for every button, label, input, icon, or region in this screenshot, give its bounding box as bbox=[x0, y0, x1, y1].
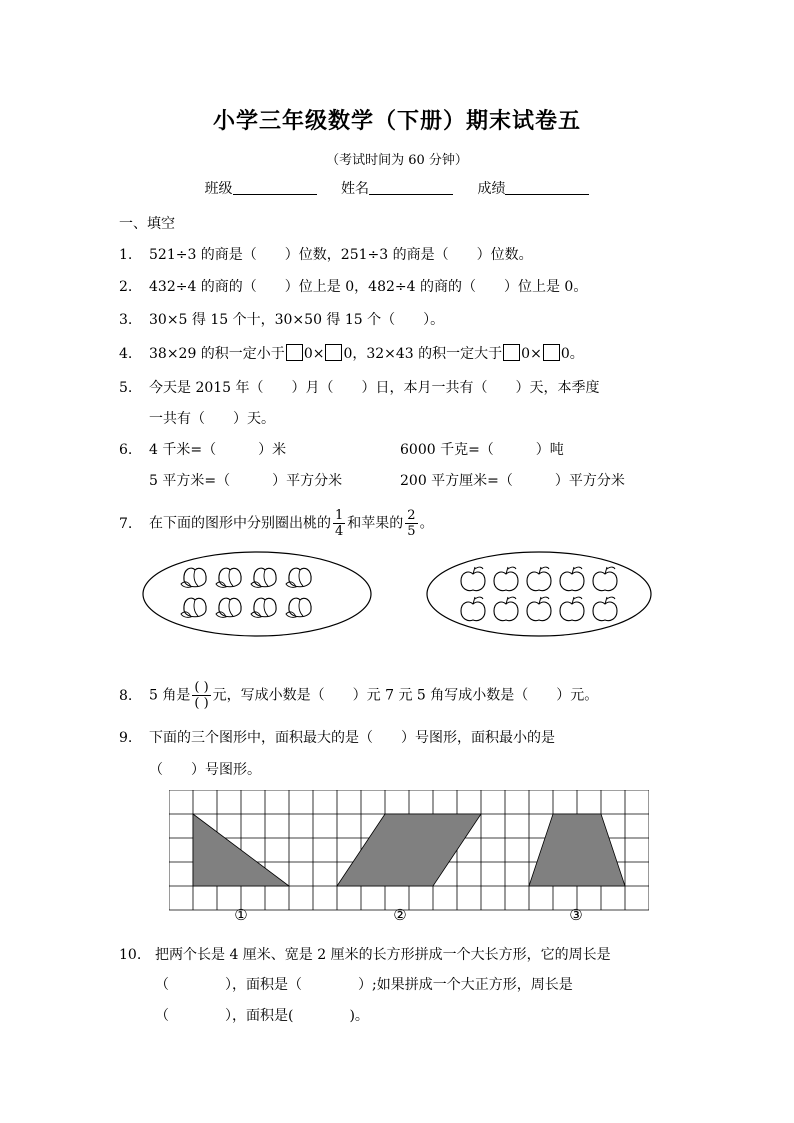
question-5-line2: 一共有（ ）天。 bbox=[149, 411, 275, 427]
question-9 bbox=[119, 727, 555, 749]
question-10 bbox=[119, 944, 611, 966]
shape-label-2: ② bbox=[393, 906, 407, 924]
name-blank[interactable] bbox=[369, 180, 453, 195]
fraction-numerator: 2 bbox=[407, 508, 416, 523]
question-number: 4. bbox=[119, 346, 133, 362]
apple-icon bbox=[593, 597, 617, 621]
fruit-figures bbox=[140, 550, 660, 645]
question-number: 8. bbox=[119, 687, 133, 704]
question-text: 今天是 2015 年（ ）月（ ）日，本月一共有（ ）天，本季度 bbox=[149, 380, 600, 396]
apple-icon bbox=[494, 567, 518, 591]
question-3 bbox=[119, 309, 444, 331]
peach-ellipse[interactable] bbox=[143, 552, 371, 636]
conversion-km-m: 4 千米=（ ）米 bbox=[149, 442, 287, 458]
apple-icon bbox=[494, 597, 518, 621]
section-heading: 一、填空 bbox=[119, 216, 175, 232]
fraction-numerator: ( ) bbox=[194, 680, 209, 695]
peach-icon bbox=[286, 598, 311, 617]
question-number: 1. bbox=[119, 247, 133, 263]
question-7 bbox=[119, 508, 434, 539]
question-4 bbox=[119, 343, 584, 365]
question-number: 7. bbox=[119, 515, 133, 532]
question-text: 38×29 的积一定小于 bbox=[149, 346, 285, 362]
apple-icon bbox=[560, 597, 584, 621]
fraction-blank[interactable] bbox=[192, 680, 210, 711]
apple-icon bbox=[527, 597, 551, 621]
question-number: 2. bbox=[119, 279, 133, 295]
page-title: 小学三年级数学（下册）期末试卷五 bbox=[212, 109, 581, 134]
score-field[interactable] bbox=[477, 181, 589, 197]
fraction-two-fifths bbox=[405, 508, 417, 539]
question-number: 9. bbox=[119, 730, 133, 746]
apple-icon bbox=[560, 567, 584, 591]
apple-icon bbox=[461, 597, 485, 621]
fraction-denominator: 4 bbox=[335, 524, 344, 539]
question-2 bbox=[119, 276, 587, 298]
question-number: 5. bbox=[119, 380, 133, 396]
question-number: 10. bbox=[119, 947, 142, 963]
answer-box[interactable] bbox=[503, 344, 520, 361]
question-text: 0× bbox=[521, 346, 542, 362]
peach-icon bbox=[251, 598, 276, 617]
answer-box[interactable] bbox=[286, 344, 303, 361]
question-9-line2: （ ）号图形。 bbox=[149, 762, 261, 778]
conversion-m2-dm2: 5 平方米=（ ）平方分米 bbox=[149, 473, 343, 489]
score-label: 成绩 bbox=[477, 181, 506, 197]
peach-icon bbox=[181, 598, 206, 617]
conversion-cm2-dm2: 200 平方厘米=（ ）平方分米 bbox=[400, 473, 625, 489]
question-text: 。 bbox=[419, 515, 434, 532]
peach-icon bbox=[251, 568, 276, 587]
question-text: 0× bbox=[303, 346, 325, 362]
fraction-denominator: 5 bbox=[407, 524, 416, 539]
question-10-line2: （ ），面积是（ ）;如果拼成一个大正方形，周长是 bbox=[155, 977, 573, 993]
peach-icon bbox=[286, 568, 311, 587]
apple-icon bbox=[593, 567, 617, 591]
question-text: 和苹果的 bbox=[347, 515, 404, 532]
question-5 bbox=[119, 377, 600, 399]
question-text: 432÷4 的商的（ ）位上是 0，482÷4 的商的（ ）位上是 0。 bbox=[149, 279, 588, 295]
question-number: 3. bbox=[119, 312, 133, 328]
question-8 bbox=[119, 680, 598, 711]
shape-grid bbox=[169, 790, 649, 925]
peach-icon bbox=[181, 568, 206, 587]
peach-group bbox=[181, 568, 311, 617]
parallelogram-shape bbox=[337, 814, 481, 886]
name-label: 姓名 bbox=[341, 181, 369, 197]
question-text: 把两个长是 4 厘米、宽是 2 厘米的长方形拼成一个大长方形，它的周长是 bbox=[155, 947, 611, 963]
question-text: 5 角是 bbox=[149, 687, 191, 704]
class-blank[interactable] bbox=[233, 180, 317, 195]
peach-icon bbox=[216, 568, 241, 587]
fraction-one-quarter bbox=[333, 508, 345, 539]
answer-box[interactable] bbox=[543, 344, 560, 361]
apple-icon bbox=[461, 567, 485, 591]
question-6 bbox=[119, 439, 286, 461]
question-10-line3: （ ），面积是( )。 bbox=[155, 1008, 369, 1024]
fraction-denominator: ( ) bbox=[194, 696, 209, 711]
score-blank[interactable] bbox=[505, 180, 589, 195]
apple-ellipse[interactable] bbox=[427, 552, 651, 636]
question-text: 30×5 得 15 个十，30×50 得 15 个（ ）。 bbox=[149, 312, 445, 328]
name-field[interactable] bbox=[341, 181, 453, 197]
question-text: 0，32×43 的积一定大于 bbox=[343, 346, 503, 362]
question-text: 521÷3 的商是（ ）位数，251÷3 的商是（ ）位数。 bbox=[149, 247, 533, 263]
class-label: 班级 bbox=[204, 181, 233, 197]
question-number: 6. bbox=[119, 442, 133, 458]
question-1 bbox=[119, 244, 533, 266]
question-text: 在下面的图形中分别圈出桃的 bbox=[149, 515, 331, 532]
question-text: 下面的三个图形中，面积最大的是（ ）号图形，面积最小的是 bbox=[149, 730, 555, 746]
peach-icon bbox=[216, 598, 241, 617]
question-text: 0。 bbox=[560, 346, 584, 362]
answer-box[interactable] bbox=[325, 344, 342, 361]
trapezoid-shape bbox=[529, 814, 625, 886]
conversion-kg-t: 6000 千克=（ ）吨 bbox=[400, 442, 564, 458]
apple-icon bbox=[527, 567, 551, 591]
exam-duration: （考试时间为 60 分钟） bbox=[326, 153, 468, 168]
shape-label-1: ① bbox=[234, 906, 248, 924]
fraction-numerator: 1 bbox=[335, 508, 344, 523]
shape-label-3: ③ bbox=[569, 906, 583, 924]
apple-group bbox=[461, 567, 617, 621]
question-text: 元，写成小数是（ ）元 7 元 5 角写成小数是（ ）元。 bbox=[212, 687, 599, 704]
class-field[interactable] bbox=[205, 181, 317, 197]
student-info-row bbox=[0, 178, 794, 198]
